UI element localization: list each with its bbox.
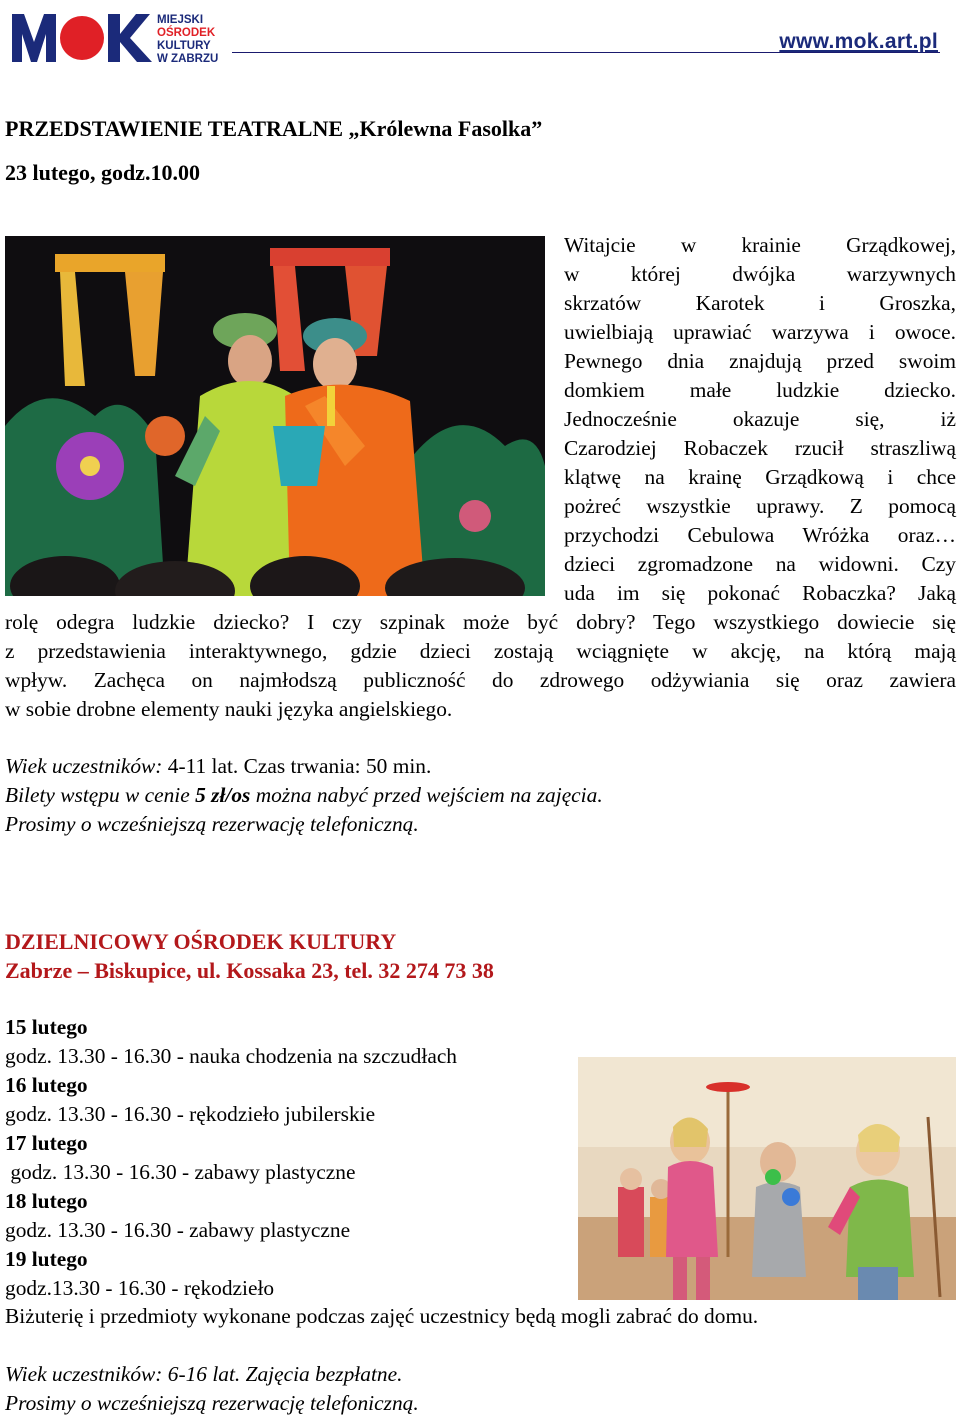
schedule-day: 15 lutego — [5, 1015, 88, 1039]
venue-name: DZIELNICOWY OŚRODEK KULTURY — [5, 929, 397, 954]
age-duration-line — [5, 752, 603, 781]
event2-info — [5, 1360, 419, 1418]
description-line: Czarodziej Robaczek rzucił straszliwą — [564, 436, 956, 460]
tickets-pre: Bilety wstępu w cenie — [5, 783, 196, 807]
description-line: uda im się pokonać Robaczka? Jaką — [564, 581, 956, 605]
schedule-day: 17 lutego — [5, 1131, 88, 1155]
age-label: Wiek uczestników: — [5, 754, 163, 778]
reservation-text: Prosimy o wcześniejszą rezerwację telefoniczną. — [5, 812, 419, 836]
description-line: dzieci zgromadzone na widowni. Czy — [564, 552, 956, 576]
schedule-day: 16 lutego — [5, 1073, 88, 1097]
children-juggling-photo — [578, 1057, 956, 1300]
schedule-activity: godz. 13.30 - 16.30 - zabawy plastyczne — [5, 1160, 356, 1184]
website-link[interactable]: www.mok.art.pl — [779, 30, 938, 53]
tickets-post: można nabyć przed wejściem na zajęcia. — [250, 783, 603, 807]
schedule-list — [5, 1013, 457, 1303]
description-line: skrzatów Karotek i Groszka, — [564, 291, 956, 315]
reservation-note: Prosimy o wcześniejszą rezerwację telefoniczną. — [5, 1391, 419, 1415]
ticket-price: 5 zł/os — [195, 783, 251, 807]
schedule-day: 19 lutego — [5, 1247, 88, 1271]
description-line: rolę odegra ludzkie dziecko? I czy szpinak może być dobry? Tego wszystkiego dowiecie się — [5, 610, 956, 634]
description-line: w której dwójka warzywnych — [564, 262, 956, 286]
logo-line-2: OŚRODEK — [157, 27, 216, 39]
age-free-line: Wiek uczestników: 6-16 lat. Zajęcia bezpłatne. — [5, 1362, 403, 1386]
event1-date: 23 lutego, godz.10.00 — [5, 160, 200, 185]
tickets-line — [5, 781, 603, 810]
description-line: Pewnego dnia znajdują przed swoim — [564, 349, 956, 373]
description-line: Witajcie w krainie Grządkowej, — [564, 233, 956, 257]
description-line: pożreć wszystkie uprawy. Z pomocą — [564, 494, 956, 518]
event1-info — [5, 752, 603, 839]
event1-description-wrap — [564, 231, 956, 608]
mok-logo — [12, 10, 227, 66]
event2-note: Biżuterię i przedmioty wykonane podczas zajęć uczestnicy będą mogli zabrać do domu. — [5, 1304, 759, 1328]
age-value: 4-11 lat. Czas trwania: 50 min. — [162, 754, 432, 778]
description-line: domkiem małe ludzkie dziecko. — [564, 378, 956, 402]
reservation-note — [5, 810, 603, 839]
schedule-activity: godz. 13.30 - 16.30 - zabawy plastyczne — [5, 1218, 351, 1242]
description-line: w sobie drobne elementy nauki języka angielskiego. — [5, 697, 453, 721]
logo-line-4: W ZABRZU — [157, 53, 219, 65]
logo-line-1: MIEJSKI — [157, 14, 204, 26]
schedule-activity: godz. 13.30 - 16.30 - rękodzieło jubilerskie — [5, 1102, 376, 1126]
description-line: uwielbiają uprawiać warzywa i owoce. — [564, 320, 956, 344]
description-line: Jednocześnie okazuje się, iż — [564, 407, 956, 431]
event1-title: PRZEDSTAWIENIE TEATRALNE „Królewna Fasolka” — [5, 116, 543, 141]
theater-stage-photo — [5, 236, 545, 596]
venue-heading — [5, 927, 494, 985]
schedule-day: 18 lutego — [5, 1189, 88, 1213]
description-line: klątwę na krainę Grządkową i chce — [564, 465, 956, 489]
schedule-activity: godz.13.30 - 16.30 - rękodzieło — [5, 1276, 275, 1300]
logo-line-3: KULTURY — [157, 40, 211, 52]
page-header — [0, 0, 960, 70]
description-line: z przedstawienia interaktywnego, gdzie dzieci zostają wciągnięte w akcję, na którą mają — [5, 639, 956, 663]
venue-address: Zabrze – Biskupice, ul. Kossaka 23, tel. 32 274 73 38 — [5, 958, 494, 983]
description-line: wpływ. Zachęca on najmłodszą publiczność do zdrowego odżywiania się oraz zawiera — [5, 668, 956, 692]
schedule-activity: godz. 13.30 - 16.30 - nauka chodzenia na szczudłach — [5, 1044, 458, 1068]
event1-description-continued — [5, 608, 956, 724]
description-line: przychodzi Cebulowa Wróżka oraz… — [564, 523, 956, 547]
